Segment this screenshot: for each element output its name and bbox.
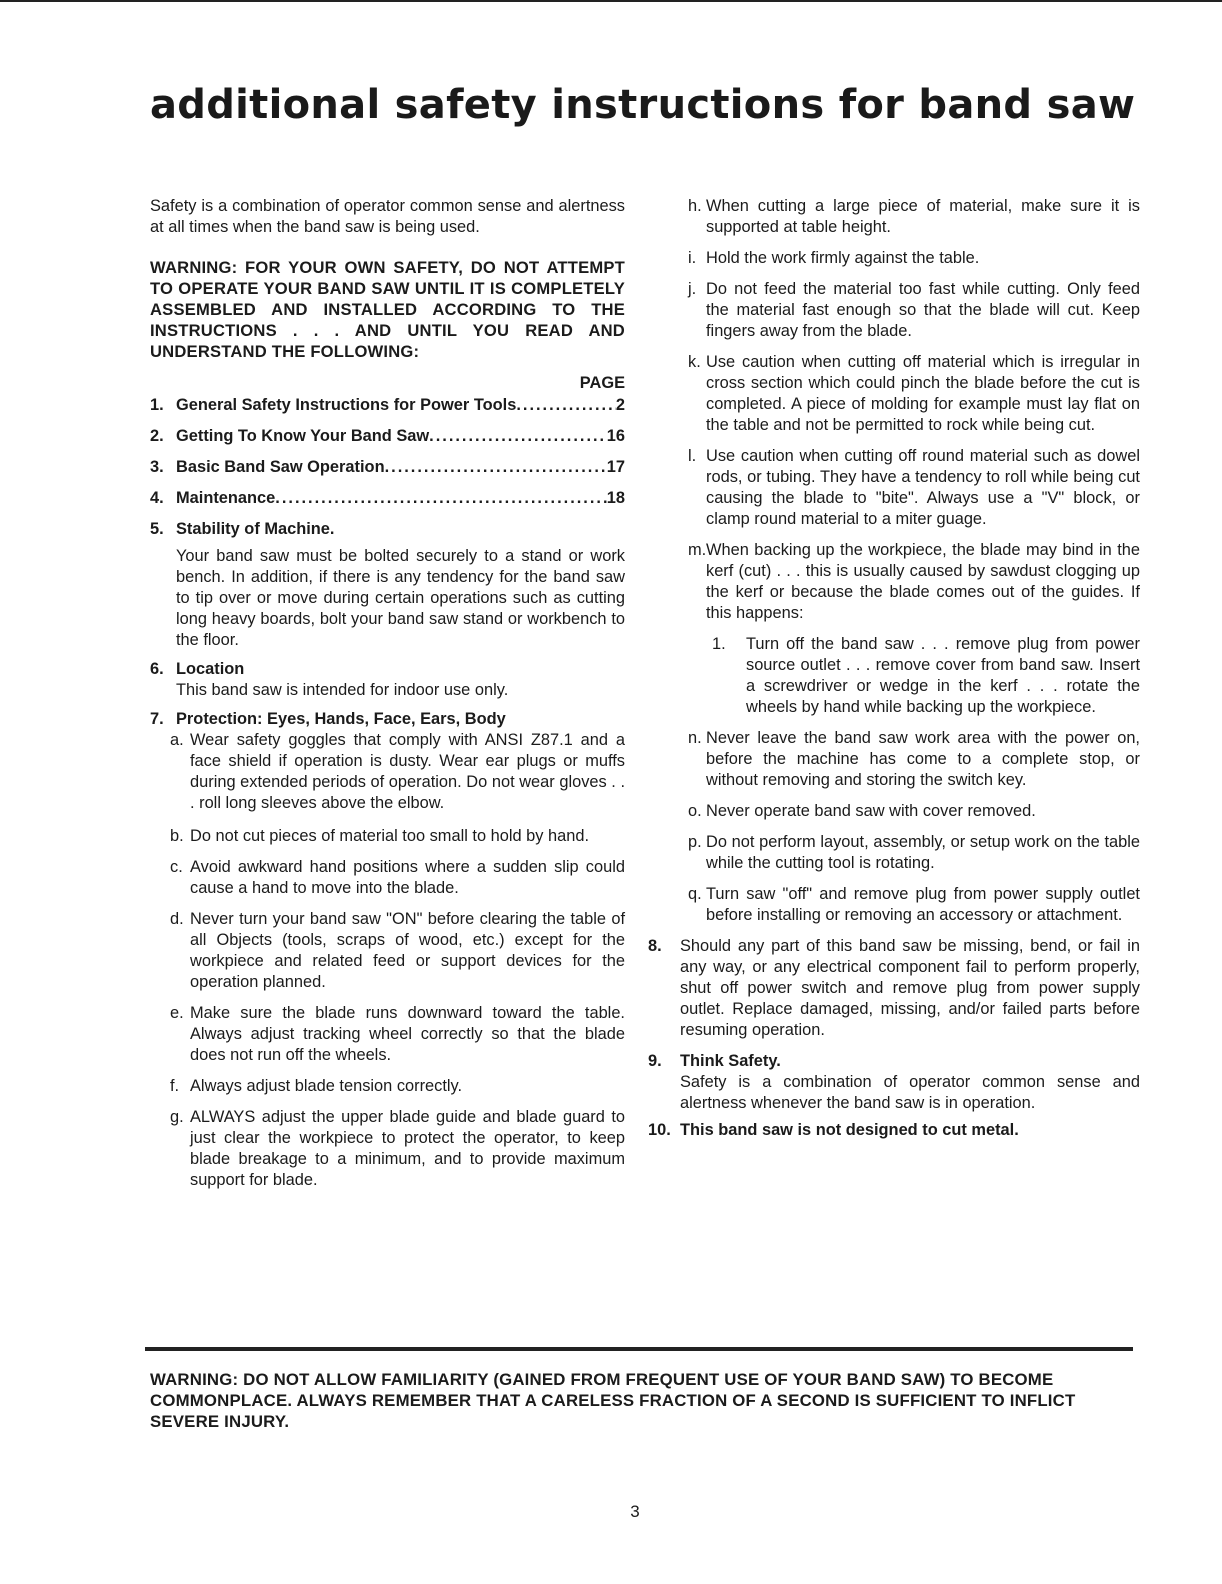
toc-label: Getting To Know Your Band Saw [176,427,430,445]
left-column [150,196,625,1201]
location-heading: 6. Location [150,660,245,678]
toc-number: 2. [150,427,164,445]
intro-text: Safety is a combination of operator common sense and alertness at all times when the band saw is being used. [150,197,625,236]
list-item: h. When cutting a large piece of material, make sure it is supported at table height. [688,197,1140,236]
item-10: 10. This band saw is not designed to cut metal. [648,1121,1019,1139]
list-item: c. Avoid awkward hand positions where a sudden slip could cause a hand to move into the blade. [170,858,625,897]
top-rule [0,0,1222,2]
list-item: i. Hold the work firmly against the table. [688,249,980,267]
list-item: f. Always adjust blade tension correctly. [170,1077,463,1095]
toc-item [150,488,625,509]
toc-page: 18 [606,489,625,507]
toc-label: General Safety Instructions for Power Tools [176,396,517,414]
section-divider [145,1347,1133,1351]
right-column [648,196,1140,1151]
protection-heading: 7. Protection: Eyes, Hands, Face, Ears, Body [150,710,506,728]
list-item: p. Do not perform layout, assembly, or setup work on the table while the cutting tool is rotating. [688,833,1140,872]
warning-top: WARNING: FOR YOUR OWN SAFETY, DO NOT ATTEMPT TO OPERATE YOUR BAND SAW UNTIL IT IS COMPLETELY ASSEMBLED AND INSTALLED ACCORDING TO THE INSTRUCTIONS . . . AND UNTIL YOU READ AND UNDERSTAND THE FOLLOWING: [150,258,625,361]
stability-heading: 5. Stability of Machine. [150,520,335,538]
toc-page: 16 [606,427,625,445]
toc-number: 3. [150,458,164,476]
list-subitem: 1. Turn off the band saw . . . remove plug from power source outlet . . . remove cover from band saw. Insert a screwdriver or wedge in the kerf . . . rotate the wheels by hand while backing up the workpiece. [712,635,1140,716]
list-item: g. ALWAYS adjust the upper blade guide and blade guard to just clear the workpiece to protect the operator, to keep blade breakage to a minimum, and to provide maximum support for blade. [170,1108,625,1189]
toc-leader [516,395,616,416]
toc-page: 17 [606,458,625,476]
list-item: e. Make sure the blade runs downward toward the table. Always adjust tracking wheel correctly so that the blade does not run off the wheels. [170,1004,625,1064]
list-item: m. When backing up the workpiece, the blade may bind in the kerf (cut) . . . this is usually caused by sawdust clogging up the kerf or because the blade comes out of the guides. If this happens: [688,541,1140,622]
toc-item [150,457,625,478]
toc-label: Basic Band Saw Operation [176,458,385,476]
page-column-header: PAGE [579,374,625,392]
list-item: b. Do not cut pieces of material too small to hold by hand. [170,827,590,845]
list-item: n. Never leave the band saw work area with the power on, before the machine has come to a complete stop, or without removing and storing the switch key. [688,729,1140,789]
list-item: k. Use caution when cutting off material which is irregular in cross section which could pinch the blade before the cut is completed. A piece of molding for example must lay flat on the table and not be permitted to rock while being cut. [688,353,1140,434]
list-item: q. Turn saw "off" and remove plug from power supply outlet before installing or removing an accessory or attachment. [688,885,1140,924]
toc-item [150,395,625,416]
toc-page: 2 [615,396,625,414]
list-item: j. Do not feed the material too fast while cutting. Only feed the material fast enough so that the blade will cut. Keep fingers away from the blade. [688,280,1140,340]
page-title: additional safety instructions for band saw [150,82,1136,128]
warning-bottom: WARNING: DO NOT ALLOW FAMILIARITY (GAINED FROM FREQUENT USE OF YOUR BAND SAW) TO BECOME COMMONPLACE. ALWAYS REMEMBER THAT A CARELESS FRACTION OF A SECOND IS SUFFICIENT TO INFLICT SEVERE INJURY. [150,1370,1076,1431]
location-body: This band saw is intended for indoor use only. [176,681,509,699]
toc-number: 4. [150,489,164,507]
list-item: o. Never operate band saw with cover removed. [688,802,1036,820]
page-number: 3 [630,1502,640,1521]
toc-leader [385,457,607,478]
toc-item [150,426,625,447]
list-item: a. Wear safety goggles that comply with ANSI Z87.1 and a face shield if operation is dusty. Wear ear plugs or muffs during extended periods of operation. Do not wear gloves . . . roll long sleeves above the elbow. [170,731,625,812]
toc-leader [429,426,607,447]
list-item: d. Never turn your band saw "ON" before clearing the table of all Objects (tools, scraps of wood, etc.) except for the workpiece and related feed or support devices for the operation planned. [170,910,625,991]
toc-number: 1. [150,396,164,414]
stability-body: Your band saw must be bolted securely to a stand or work bench. In addition, if there is any tendency for the band saw to tip over or move during certain operations such as cutting long heavy boards, bolt your band saw stand or workbench to the floor. [176,547,625,649]
list-item: l. Use caution when cutting off round material such as dowel rods, or tubing. They have a tendency to roll while being cut causing the blade to "bite". Always use a "V" block, or clamp round material to a miter guage. [688,447,1140,528]
toc-leader [275,488,606,509]
item-8: 8. Should any part of this band saw be missing, bend, or fail in any way, or any electrical component fail to perform properly, shut off power switch and remove plug from power supply outlet. Replace damaged, missing, and/or failed parts before resuming operation. [648,937,1140,1039]
toc-label: Maintenance [176,489,276,507]
item-9: 9. Think Safety. Safety is a combination of operator common sense and alertness whenever the band saw is in operation. [648,1052,1140,1112]
